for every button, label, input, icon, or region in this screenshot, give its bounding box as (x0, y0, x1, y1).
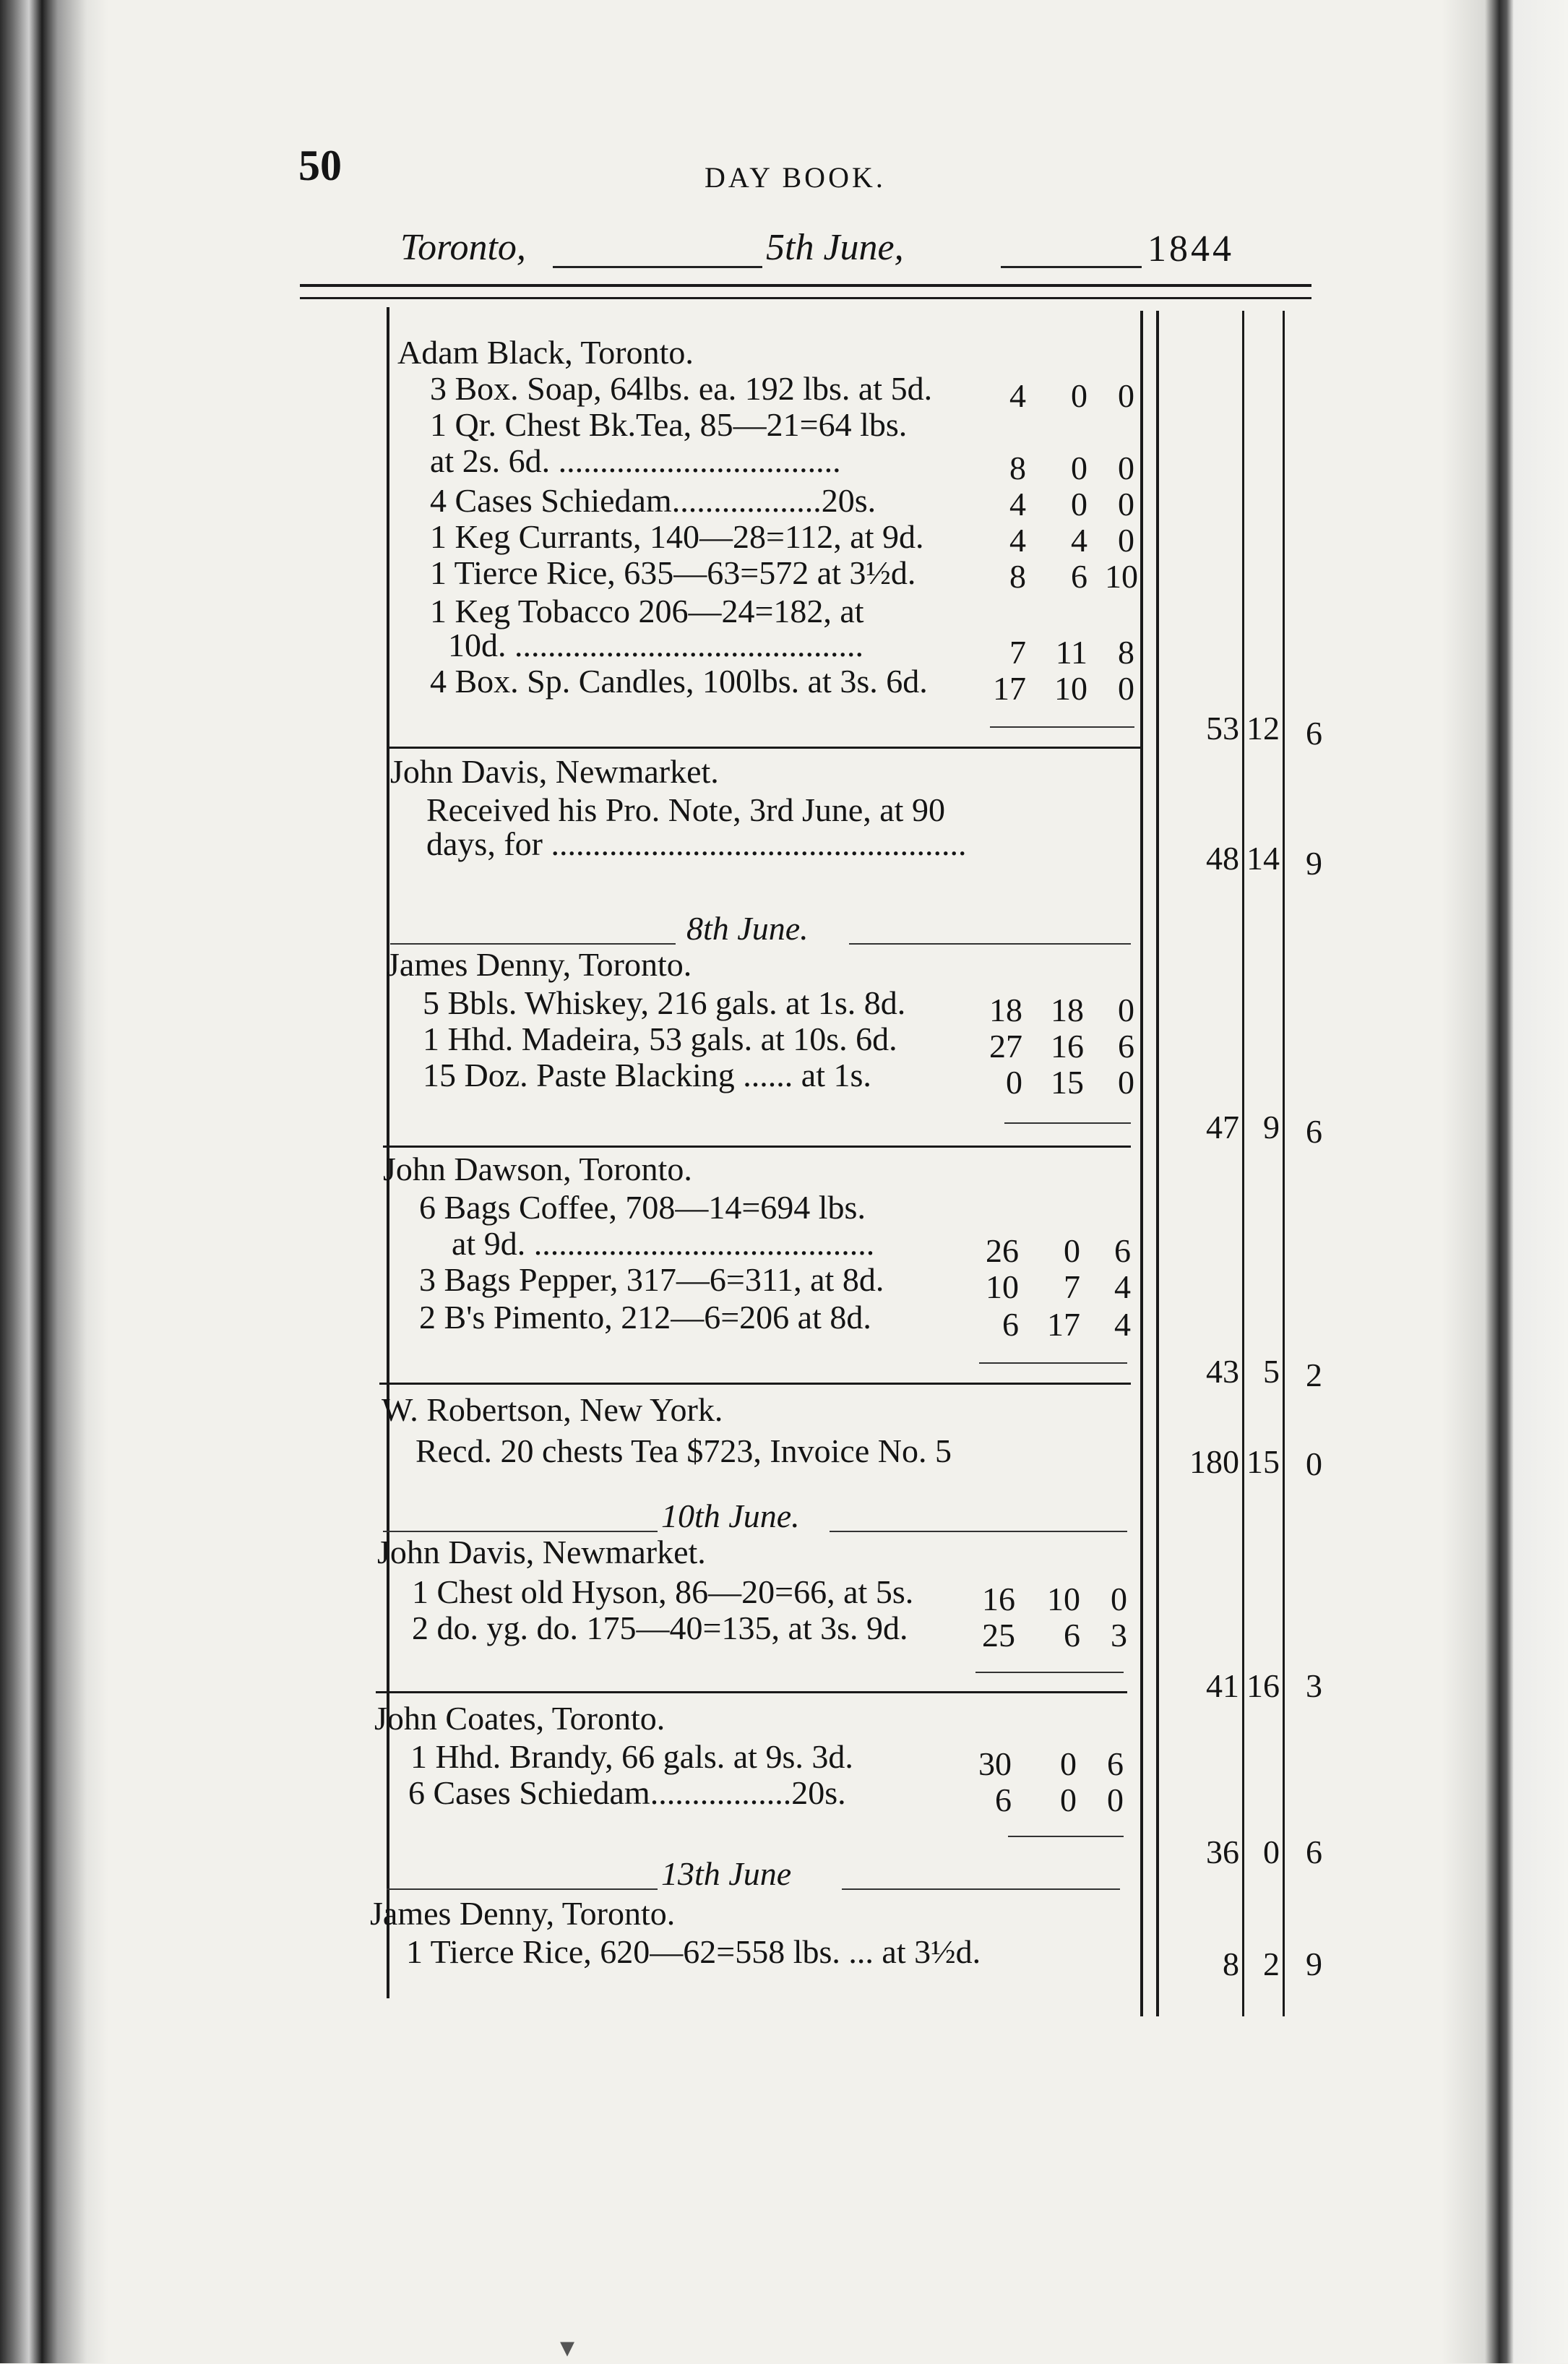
entry-line: 3 Box. Soap, 64lbs. ea. 192 lbs. at 5d. (430, 370, 933, 407)
entry-line: Recd. 20 chests Tea $723, Invoice No. 5 (415, 1432, 952, 1469)
amount-pounds: 10 (986, 1268, 1019, 1305)
shillings-column-rule (1242, 311, 1244, 2016)
date-rule (830, 1531, 1127, 1532)
entry-line: 1 Keg Tobacco 206—24=182, at (430, 593, 864, 629)
amount-pence: 4 (1114, 1306, 1131, 1343)
amount-pence: 0 (1118, 377, 1134, 414)
dateline (390, 226, 1243, 277)
date-rule (842, 1888, 1120, 1890)
entry-line: 1 Chest old Hyson, 86—20=66, at 5s. (412, 1573, 914, 1610)
date-rule (383, 1531, 658, 1532)
date-rule (390, 943, 676, 945)
page-edge (1442, 0, 1568, 2363)
amount-pounds: 4 (1009, 522, 1026, 559)
entry-line: 6 Bags Coffee, 708—14=694 lbs. (419, 1189, 866, 1226)
dateline-place: Toronto, (400, 227, 526, 268)
amount-pence: 0 (1118, 670, 1134, 707)
entry-column-rule (1140, 311, 1143, 2016)
total-shillings: 5 (1263, 1353, 1280, 1390)
total-pounds: 47 (1206, 1109, 1239, 1146)
amount-pounds: 25 (982, 1617, 1015, 1654)
amount-pence: 6 (1118, 1028, 1134, 1065)
amount-shillings: 6 (1071, 558, 1087, 595)
amount-shillings: 0 (1071, 450, 1087, 486)
amount-pence: 6 (1114, 1232, 1131, 1269)
total-shillings: 14 (1246, 840, 1280, 877)
entry-line: 1 Qr. Chest Bk.Tea, 85—21=64 lbs. (430, 406, 908, 443)
amount-shillings: 0 (1064, 1232, 1080, 1269)
entry-date: 10th June. (661, 1497, 800, 1534)
amount-shillings: 6 (1064, 1617, 1080, 1654)
total-pounds: 41 (1206, 1667, 1239, 1704)
total-shillings: 15 (1246, 1443, 1280, 1480)
total-pence: 9 (1306, 845, 1322, 882)
entry-name: John Dawson, Toronto. (383, 1151, 692, 1187)
amount-shillings: 0 (1071, 377, 1087, 414)
total-pence: 0 (1306, 1445, 1322, 1482)
amount-pounds: 6 (995, 1781, 1012, 1818)
date-rule (387, 1888, 658, 1890)
amount-pounds: 16 (982, 1581, 1015, 1617)
entry-line: at 9d. ......................................... (452, 1225, 875, 1262)
total-shillings: 12 (1246, 710, 1280, 747)
amount-pence: 8 (1118, 634, 1134, 671)
entry-line: at 2s. 6d. .................................. (430, 442, 841, 479)
entry-line: 3 Bags Pepper, 317—6=311, at 8d. (419, 1261, 884, 1298)
entry-line: 5 Bbls. Whiskey, 216 gals. at 1s. 8d. (423, 984, 906, 1021)
total-shillings: 2 (1263, 1946, 1280, 1982)
header-double-rule (300, 284, 1311, 299)
entry-column-rule (1156, 311, 1159, 2016)
amount-shillings: 0 (1060, 1745, 1077, 1782)
amount-pounds: 6 (1002, 1306, 1019, 1343)
entry-date: 13th June (661, 1855, 792, 1892)
entry-name: Adam Black, Toronto. (397, 334, 694, 371)
total-pounds: 53 (1206, 710, 1239, 747)
amount-shillings: 16 (1051, 1028, 1084, 1065)
amount-shillings: 11 (1055, 634, 1087, 671)
amount-shillings: 15 (1051, 1064, 1084, 1101)
amount-pounds: 26 (986, 1232, 1019, 1269)
total-pence: 2 (1306, 1357, 1322, 1393)
amount-shillings: 10 (1047, 1581, 1080, 1617)
amount-pence: 0 (1118, 450, 1134, 486)
entry-line: days, for .................................................. (426, 825, 967, 862)
amount-shillings: 4 (1071, 522, 1087, 559)
amount-pounds: 27 (989, 1028, 1022, 1065)
amount-pence: 0 (1111, 1581, 1127, 1617)
entry-line: 1 Tierce Rice, 620—62=558 lbs. ... at 3½d. (406, 1933, 981, 1970)
amount-shillings: 10 (1054, 670, 1087, 707)
amount-pounds: 17 (993, 670, 1026, 707)
amount-shillings: 0 (1071, 486, 1087, 523)
amount-pence: 6 (1107, 1745, 1124, 1782)
amount-pounds: 4 (1009, 377, 1026, 414)
entry-separator (387, 747, 1142, 749)
subtotal-rule (1004, 1122, 1131, 1124)
entry-line: 6 Cases Schiedam.................20s. (408, 1774, 846, 1811)
amount-pounds: 0 (1006, 1064, 1022, 1101)
amount-pence: 10 (1105, 558, 1138, 595)
date-rule (849, 943, 1131, 945)
entry-name: W. Robertson, New York. (382, 1391, 723, 1428)
total-shillings: 0 (1263, 1834, 1280, 1870)
page-number: 50 (298, 142, 342, 189)
entry-name: John Davis, Newmarket. (390, 753, 719, 790)
subtotal-rule (990, 726, 1134, 728)
entry-separator (383, 1146, 1131, 1148)
amount-pence: 0 (1118, 1064, 1134, 1101)
dateline-date: 5th June, (766, 227, 904, 268)
subtotal-rule (975, 1672, 1124, 1673)
dateline-rule (1001, 266, 1142, 268)
entry-date: 8th June. (686, 910, 809, 947)
total-pounds: 48 (1206, 840, 1239, 877)
amount-pounds: 8 (1009, 558, 1026, 595)
entry-line: 15 Doz. Paste Blacking ...... at 1s. (423, 1057, 871, 1093)
entry-line: 10d. .......................................... (448, 627, 863, 663)
entry-line: 2 do. yg. do. 175—40=135, at 3s. 9d. (412, 1609, 908, 1646)
amount-pence: 0 (1118, 486, 1134, 523)
amount-shillings: 7 (1064, 1268, 1080, 1305)
total-shillings: 9 (1263, 1109, 1280, 1146)
total-pounds: 8 (1223, 1946, 1239, 1982)
entry-name: James Denny, Toronto. (370, 1895, 676, 1932)
page-heading: DAY BOOK. (705, 161, 886, 194)
entry-name: John Coates, Toronto. (374, 1700, 665, 1737)
amount-shillings: 17 (1047, 1306, 1080, 1343)
amount-pounds: 18 (989, 992, 1022, 1028)
amount-pence: 0 (1107, 1781, 1124, 1818)
entry-line: 1 Keg Currants, 140—28=112, at 9d. (430, 518, 924, 555)
amount-pence: 3 (1111, 1617, 1127, 1654)
entry-line: 2 B's Pimento, 212—6=206 at 8d. (419, 1299, 871, 1336)
amount-pounds: 30 (978, 1745, 1012, 1782)
dateline-year: 1844 (1147, 228, 1234, 270)
subtotal-rule (979, 1362, 1127, 1364)
printers-mark-icon: ▾ (560, 2331, 575, 2364)
total-pence: 6 (1306, 1834, 1322, 1870)
total-shillings: 16 (1246, 1667, 1280, 1704)
total-pence: 9 (1306, 1946, 1322, 1982)
amount-pence: 0 (1118, 992, 1134, 1028)
entry-line: Received his Pro. Note, 3rd June, at 90 (426, 791, 945, 828)
pence-column-rule (1283, 311, 1285, 2016)
amount-pounds: 8 (1009, 450, 1026, 486)
amount-pence: 0 (1118, 522, 1134, 559)
total-pounds: 36 (1206, 1834, 1239, 1870)
entry-line: 1 Hhd. Madeira, 53 gals. at 10s. 6d. (423, 1020, 897, 1057)
dateline-rule (553, 266, 762, 268)
total-pounds: 180 (1189, 1443, 1239, 1480)
entry-line: 1 Tierce Rice, 635—63=572 at 3½d. (430, 554, 916, 591)
total-pence: 3 (1306, 1667, 1322, 1704)
entry-line: 4 Box. Sp. Candles, 100lbs. at 3s. 6d. (430, 663, 928, 700)
entry-separator (376, 1691, 1127, 1693)
amount-pence: 4 (1114, 1268, 1131, 1305)
amount-shillings: 0 (1060, 1781, 1077, 1818)
entry-line: 1 Hhd. Brandy, 66 gals. at 9s. 3d. (410, 1738, 853, 1775)
entry-separator (379, 1383, 1131, 1385)
entry-name: John Davis, Newmarket. (377, 1534, 706, 1570)
total-pounds: 43 (1206, 1353, 1239, 1390)
entry-name: James Denny, Toronto. (387, 946, 692, 983)
amount-pounds: 7 (1009, 634, 1026, 671)
entry-line: 4 Cases Schiedam..................20s. (430, 482, 876, 519)
amount-shillings: 18 (1051, 992, 1084, 1028)
amount-pounds: 4 (1009, 486, 1026, 523)
book-spine (0, 0, 108, 2363)
total-pence: 6 (1306, 715, 1322, 752)
subtotal-rule (1008, 1836, 1124, 1837)
total-pence: 6 (1306, 1113, 1322, 1150)
